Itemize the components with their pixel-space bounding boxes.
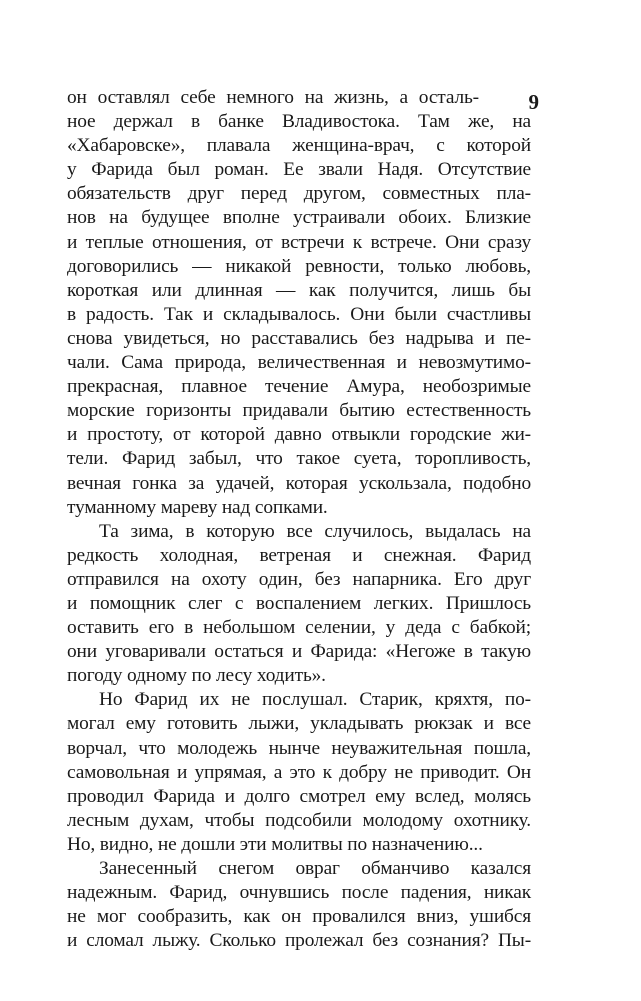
text-line: ворчал, что молодежь нынче неуважительная пошла,: [67, 737, 531, 759]
text-line: и сломал лыжу. Сколько пролежал без сознания? Пы-: [67, 930, 531, 952]
text-line: в радость. Так и складывалось. Они были счастливы: [67, 303, 531, 325]
text-line: «Хабаровске», плавала женщина-врач, с которой: [67, 135, 531, 157]
text-line: они уговаривали остаться и Фарида: «Негоже в такую: [67, 641, 531, 663]
text-line: оставить его в небольшом селении, у деда с бабкой;: [67, 617, 531, 639]
text-line: могал ему готовить лыжи, укладывать рюкзак и все: [67, 713, 531, 735]
text-line: тели. Фарид забыл, что такое суета, торопливость,: [67, 448, 531, 470]
text-line: Та зима, в которую все случилось, выдалась на: [99, 520, 531, 542]
text-line: вечная гонка за удачей, которая ускользала, подобно: [67, 472, 531, 494]
text-line: обязательств друг перед другом, совместных пла-: [67, 183, 531, 205]
text-line: туманному мареву над сопками.: [67, 496, 328, 518]
text-line: Занесенный снегом овраг обманчиво казался: [99, 858, 531, 879]
text-line: и простоту, от которой давно отвыкли городские жи-: [67, 424, 531, 446]
text-line: не мог сообразить, как он провалился вниз, ушибся: [67, 906, 531, 928]
text-line: морские горизонты придавали бытию естественность: [67, 400, 531, 422]
text-line: редкость холодная, ветреная и снежная. Фарид: [67, 544, 531, 566]
text-line: надежным. Фарид, очнувшись после падения, никак: [67, 882, 531, 904]
text-line: самовольная и упрямая, а это к добру не приводит. Он: [67, 761, 531, 783]
text-line: он оставлял себе немного на жизнь, а осталь-: [67, 87, 479, 108]
text-line: погоду одному по лесу ходить».: [67, 665, 326, 687]
text-line: договорились — никакой ревности, только любовь,: [67, 255, 531, 277]
text-line: нов на будущее вполне устраивали обоих. Близкие: [67, 207, 531, 229]
text-line: прекрасная, плавное течение Амура, необозримые: [67, 376, 531, 398]
text-line: ное держал в банке Владивостока. Там же, на: [67, 111, 531, 133]
text-line: и помощник слег с воспалением легких. Пришлось: [67, 592, 531, 614]
text-line: снова увидеться, но расставались без надрыва и пе-: [67, 327, 531, 349]
text-line: отправился на охоту один, без напарника. Его друг: [67, 568, 531, 590]
text-line: лесным духам, чтобы подсобили молодому охотнику.: [67, 809, 531, 831]
text-line: проводил Фарида и долго смотрел ему вслед, молясь: [67, 785, 531, 807]
text-line: Но Фарид их не послушал. Старик, кряхтя, по-: [99, 689, 531, 711]
text-line: чали. Сама природа, величественная и невозмутимо-: [67, 352, 531, 374]
page-number: 9: [528, 90, 539, 114]
body-text: [67, 86, 531, 953]
text-line: и теплые отношения, от встречи к встрече. Они сразу: [67, 231, 531, 253]
text-line: короткая или длинная — как получится, лишь бы: [67, 279, 531, 301]
text-line: у Фарида был роман. Ее звали Надя. Отсутствие: [67, 159, 531, 181]
text-line: Но, видно, не дошли эти молитвы по назначению...: [67, 833, 483, 855]
